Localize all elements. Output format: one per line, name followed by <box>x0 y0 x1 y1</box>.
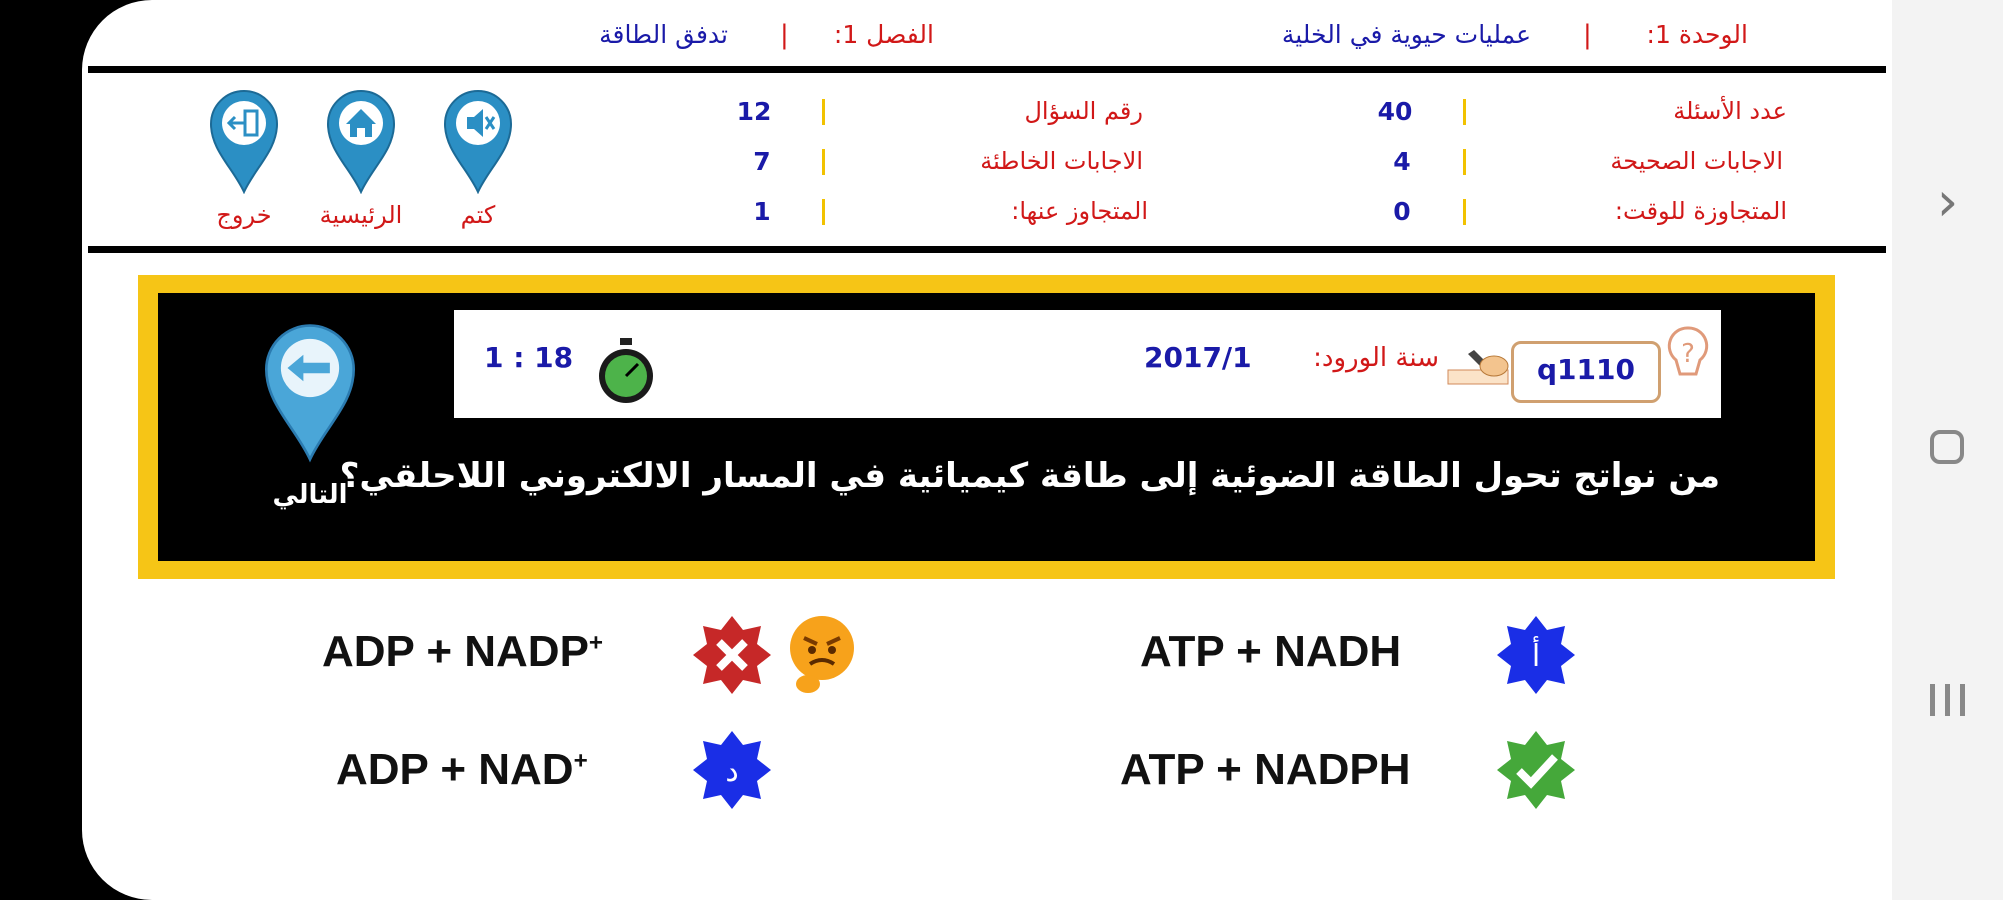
year-label: سنة الورود: <box>1313 343 1439 373</box>
angry-face-icon <box>784 612 860 694</box>
wrong-answers-value: 7 <box>753 147 771 176</box>
divider <box>1463 199 1466 225</box>
question-id: q1110 <box>1511 341 1661 403</box>
total-questions-label: عدد الأسئلة <box>1673 97 1787 125</box>
timer-value: 1 : 18 <box>484 341 574 374</box>
exit-label: خروج <box>216 201 272 229</box>
correct-answers-label: الاجابات الصحيحة <box>1610 147 1783 175</box>
answer-d-text[interactable]: ADP + NAD+ <box>336 745 588 794</box>
home-button[interactable] <box>324 86 398 194</box>
chapter-title: تدفق الطاقة <box>599 20 728 49</box>
question-text: من نواتج تحول الطاقة الضوئية إلى طاقة كيميائية في المسار الالكتروني اللاحلقي؟ <box>339 456 1720 496</box>
unit-label: الوحدة 1: <box>1646 20 1748 49</box>
svg-text:أ: أ <box>1531 639 1541 674</box>
svg-text:?: ? <box>1681 339 1695 369</box>
correct-answers-value: 4 <box>1393 147 1411 176</box>
divider <box>822 99 825 125</box>
next-button[interactable] <box>261 318 359 463</box>
mute-button[interactable] <box>441 86 515 194</box>
android-nav-bar <box>1892 0 2003 900</box>
lightbulb-icon <box>1666 324 1710 394</box>
divider <box>88 246 1886 253</box>
divider <box>822 199 825 225</box>
wrong-mark-icon[interactable] <box>691 614 773 696</box>
chevron-right-icon[interactable]: › <box>1936 170 1959 233</box>
answer-a-text[interactable]: ATP + NADH <box>1140 627 1402 676</box>
chapter-label: الفصل 1: <box>833 20 934 49</box>
timeout-label: المتجاوزة للوقت: <box>1614 197 1787 225</box>
timeout-value: 0 <box>1393 197 1411 226</box>
writing-hand-icon <box>1444 340 1514 390</box>
unit-title: عمليات حيوية في الخلية <box>1281 20 1531 49</box>
answer-b-text[interactable]: ADP + NADP+ <box>322 627 604 676</box>
divider <box>1463 149 1466 175</box>
stopwatch-icon <box>594 336 658 406</box>
answer-a-badge[interactable] <box>1495 614 1577 696</box>
next-label: التالي <box>272 480 348 510</box>
divider <box>88 66 1886 73</box>
speaker-mute-icon <box>441 86 515 194</box>
home-icon <box>324 86 398 194</box>
exit-button[interactable] <box>207 86 281 194</box>
mute-label: كتم <box>460 201 496 229</box>
correct-mark-icon[interactable] <box>1495 729 1577 811</box>
answer-c-text[interactable]: ATP + NADPH <box>1120 745 1411 794</box>
answer-d-badge[interactable] <box>691 729 773 811</box>
home-square-icon[interactable] <box>1930 430 1964 464</box>
separator: | <box>1583 20 1592 50</box>
wrong-answers-label: الاجابات الخاطئة <box>980 147 1143 175</box>
home-label: الرئيسية <box>319 201 403 229</box>
divider <box>1463 99 1466 125</box>
separator: | <box>780 20 789 50</box>
year-value: 2017/1 <box>1144 341 1252 374</box>
exit-icon <box>207 86 281 194</box>
skipped-value: 1 <box>753 197 771 226</box>
recents-icon[interactable] <box>1928 680 1968 720</box>
skipped-label: المتجاوز عنها: <box>1011 197 1148 225</box>
svg-text:د: د <box>725 754 739 789</box>
arrow-left-icon <box>261 318 359 463</box>
question-number-label: رقم السؤال <box>1024 97 1143 125</box>
total-questions-value: 40 <box>1377 97 1413 126</box>
question-number-value: 12 <box>736 97 772 126</box>
divider <box>822 149 825 175</box>
